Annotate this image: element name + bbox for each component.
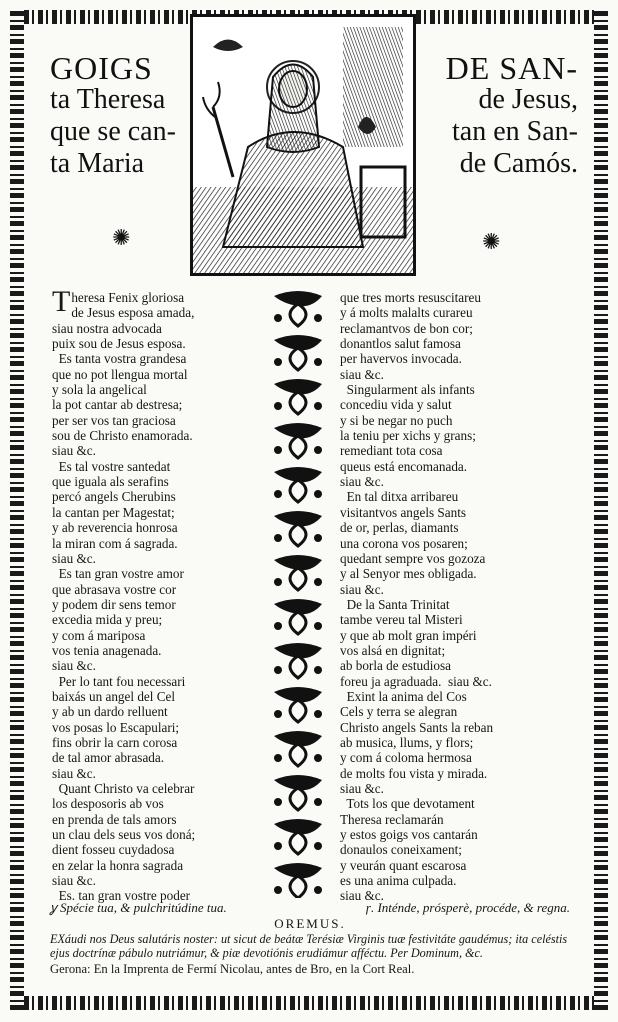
verse-line: la pot cantar ab destresa;	[52, 397, 183, 413]
verse-line: siau &c.	[52, 765, 96, 781]
verse-line: Singularment als infants	[340, 382, 475, 398]
verse-line: la miran com á sagrada.	[52, 535, 178, 551]
verse-line: Per lo tant fou necessari	[52, 673, 186, 689]
versicle: ỿ Spécie tua, & pulchritúdine tua.	[50, 900, 227, 915]
verse-line: De la Santa Trinitat	[340, 596, 450, 612]
title-left	[50, 52, 190, 180]
ornamental-border-left	[10, 10, 24, 1010]
verse-line: y podem dir sens temor	[52, 596, 176, 612]
star-ornament-icon: ✺	[112, 226, 131, 251]
verse-line: una corona vos posaren;	[340, 535, 468, 551]
title-line: GOIGS	[50, 50, 153, 86]
verse-line: siau &c.	[340, 474, 384, 490]
verse-line: siau &c.	[340, 888, 384, 904]
response: ɼ. Inténde, prósperè, procéde, & regna.	[365, 900, 570, 915]
ornamental-border-right	[594, 10, 608, 1010]
verse-line: reclamantvos de bon cor;	[340, 320, 473, 336]
verse-line: de molts fou vista y mirada.	[340, 765, 488, 781]
verse-line: que tres morts resuscitareu	[340, 290, 481, 305]
verse-line: en prenda de tals amors	[52, 811, 177, 827]
verse-line: Christo angels Sants la reban	[340, 719, 494, 735]
verse-line: Cels y terra se alegran	[340, 704, 458, 720]
verse-line: Es tan gran vostre amor	[52, 566, 184, 582]
verse-line: siau &c.	[340, 781, 384, 796]
verse-line: per ser vos tan graciosa	[52, 412, 176, 428]
verse-line: puix sou de Jesus esposa.	[52, 336, 186, 352]
verse-line: heresa Fenix gloriosa	[71, 290, 185, 305]
verse-line: y com á mariposa	[52, 627, 146, 643]
verse-line: es una anima culpada.	[340, 873, 457, 889]
verse-line: Es tal vostre santedat	[52, 458, 171, 474]
saint-theresa-woodcut-icon	[190, 14, 416, 276]
verse-line: per havervos invocada.	[340, 351, 462, 367]
verse-line: un clau dels seus vos doná;	[52, 827, 196, 843]
verse-line: foreu ja agraduada. siau &c.	[340, 673, 492, 689]
verse-line: percó angels Cherubins	[52, 489, 176, 505]
verse-line: visitantvos angels Sants	[340, 504, 467, 520]
dropcap: T	[52, 285, 71, 318]
verse-line: y ab reverencia honrosa	[52, 520, 178, 536]
verse-line: y si be negar no puch	[340, 412, 453, 428]
verse-line: ab borla de estudiosa	[340, 658, 451, 674]
verse-line: baixás un angel del Cel	[52, 688, 176, 704]
verse-line: concediu vida y salut	[340, 397, 452, 413]
verse-line: y veurán quant escarosa	[340, 857, 467, 873]
title-line: ta Maria	[50, 148, 145, 179]
verse-line: que no pot llengua mortal	[52, 366, 188, 382]
verse-line: siau &c.	[340, 581, 384, 597]
right-column	[340, 290, 562, 904]
verse-line: siau &c.	[52, 550, 96, 566]
title-line: tan en San-	[452, 116, 578, 147]
verse-line: Tots los que devotament	[340, 796, 475, 812]
verse-line: siau &c.	[52, 873, 96, 889]
verse-line: la cantan per Magestat;	[52, 504, 175, 520]
verse-line: queus está encomanada.	[340, 458, 468, 474]
verse-line: en zelar la honra sagrada	[52, 857, 184, 873]
verse-line: dient fosseu cuydadosa	[52, 842, 175, 858]
title-line: DE SAN-	[445, 50, 578, 86]
oremus-heading: OREMUS.	[274, 916, 346, 931]
ornamental-border-bottom	[10, 996, 608, 1010]
verse-line: y al Senyor mes obligada.	[340, 566, 477, 582]
verse-line: En tal ditxa arribareu	[340, 489, 459, 505]
left-column	[52, 285, 257, 904]
verse-line: vos posas lo Escapulari;	[52, 719, 180, 735]
verse-line: que iguala als serafins	[52, 474, 169, 490]
verse-line: ab musica, llums, y flors;	[340, 734, 474, 750]
verse-line: Es tanta vostra grandesa	[52, 351, 187, 367]
verse-line: sou de Christo enamorada.	[52, 428, 193, 444]
verse-line: siau &c.	[340, 366, 384, 382]
verse-line: donantlos salut famosa	[340, 336, 461, 352]
central-ornament-icon	[264, 286, 332, 898]
verse-line: y á molts malalts curareu	[340, 305, 473, 321]
verse-line: Es. tan gran vostre poder	[52, 888, 191, 904]
prayer-text: EXáudi nos Deus salutáris noster: ut sicut de beátæ Terésiæ Virginis tuæ festivitáte gaudémus; ita celéstis ejus doctrínæ pábulo nutriámur, & piæ devotiónis erudiámur afféctu. Per Dominum, &c.	[50, 932, 568, 961]
imprint: Gerona: En la Imprenta de Fermí Nicolau, antes de Bro, en la Cort Real.	[50, 962, 415, 977]
verse-line: siau nostra advocada	[52, 320, 162, 336]
verse-line: vos tenia anagenada.	[52, 642, 162, 658]
title-line: de Camós.	[459, 148, 578, 179]
title-line: de Jesus,	[478, 84, 578, 115]
verse-line: los desposoris ab vos	[52, 796, 164, 812]
star-ornament-icon: ✺	[482, 230, 501, 255]
verse-line: y sola la angelical	[52, 382, 147, 398]
verse-line: y com á coloma hermosa	[340, 750, 472, 766]
verse-line: Quant Christo va celebrar	[52, 781, 195, 796]
verse-line: y ab un dardo relluent	[52, 704, 168, 720]
verse-line: siau &c.	[52, 443, 96, 459]
verse-line: excedia mida y preu;	[52, 612, 163, 628]
verse-line: de Jesus esposa amada,	[71, 305, 195, 321]
verse-line: la teniu per xichs y grans;	[340, 428, 476, 444]
verse-line: donaulos coneixament;	[340, 842, 462, 858]
verse-line: Exint la anima del Cos	[340, 688, 467, 704]
title-right	[428, 52, 578, 180]
verse-line: fins obrir la carn corosa	[52, 734, 178, 750]
verse-line: que abrasava vostre cor	[52, 581, 177, 597]
verse-line: remediant tota cosa	[340, 443, 443, 459]
verse-line: tambe vereu tal Misteri	[340, 612, 463, 628]
verse-line: vos alsá en dignitat;	[340, 642, 446, 658]
title-line: ta Theresa	[50, 84, 166, 115]
verse-line: Theresa reclamarán	[340, 811, 444, 827]
verses	[52, 285, 562, 904]
verse-line: y que ab molt gran impéri	[340, 627, 477, 643]
verse-line: siau &c.	[52, 658, 96, 674]
verse-line: y estos goigs vos cantarán	[340, 827, 478, 843]
footer	[50, 900, 570, 977]
verse-line: de tal amor abrasada.	[52, 750, 165, 766]
title-line: que se can-	[50, 116, 176, 147]
verse-line: quedant sempre vos gozoza	[340, 550, 486, 566]
verse-line: de or, perlas, diamants	[340, 520, 459, 536]
